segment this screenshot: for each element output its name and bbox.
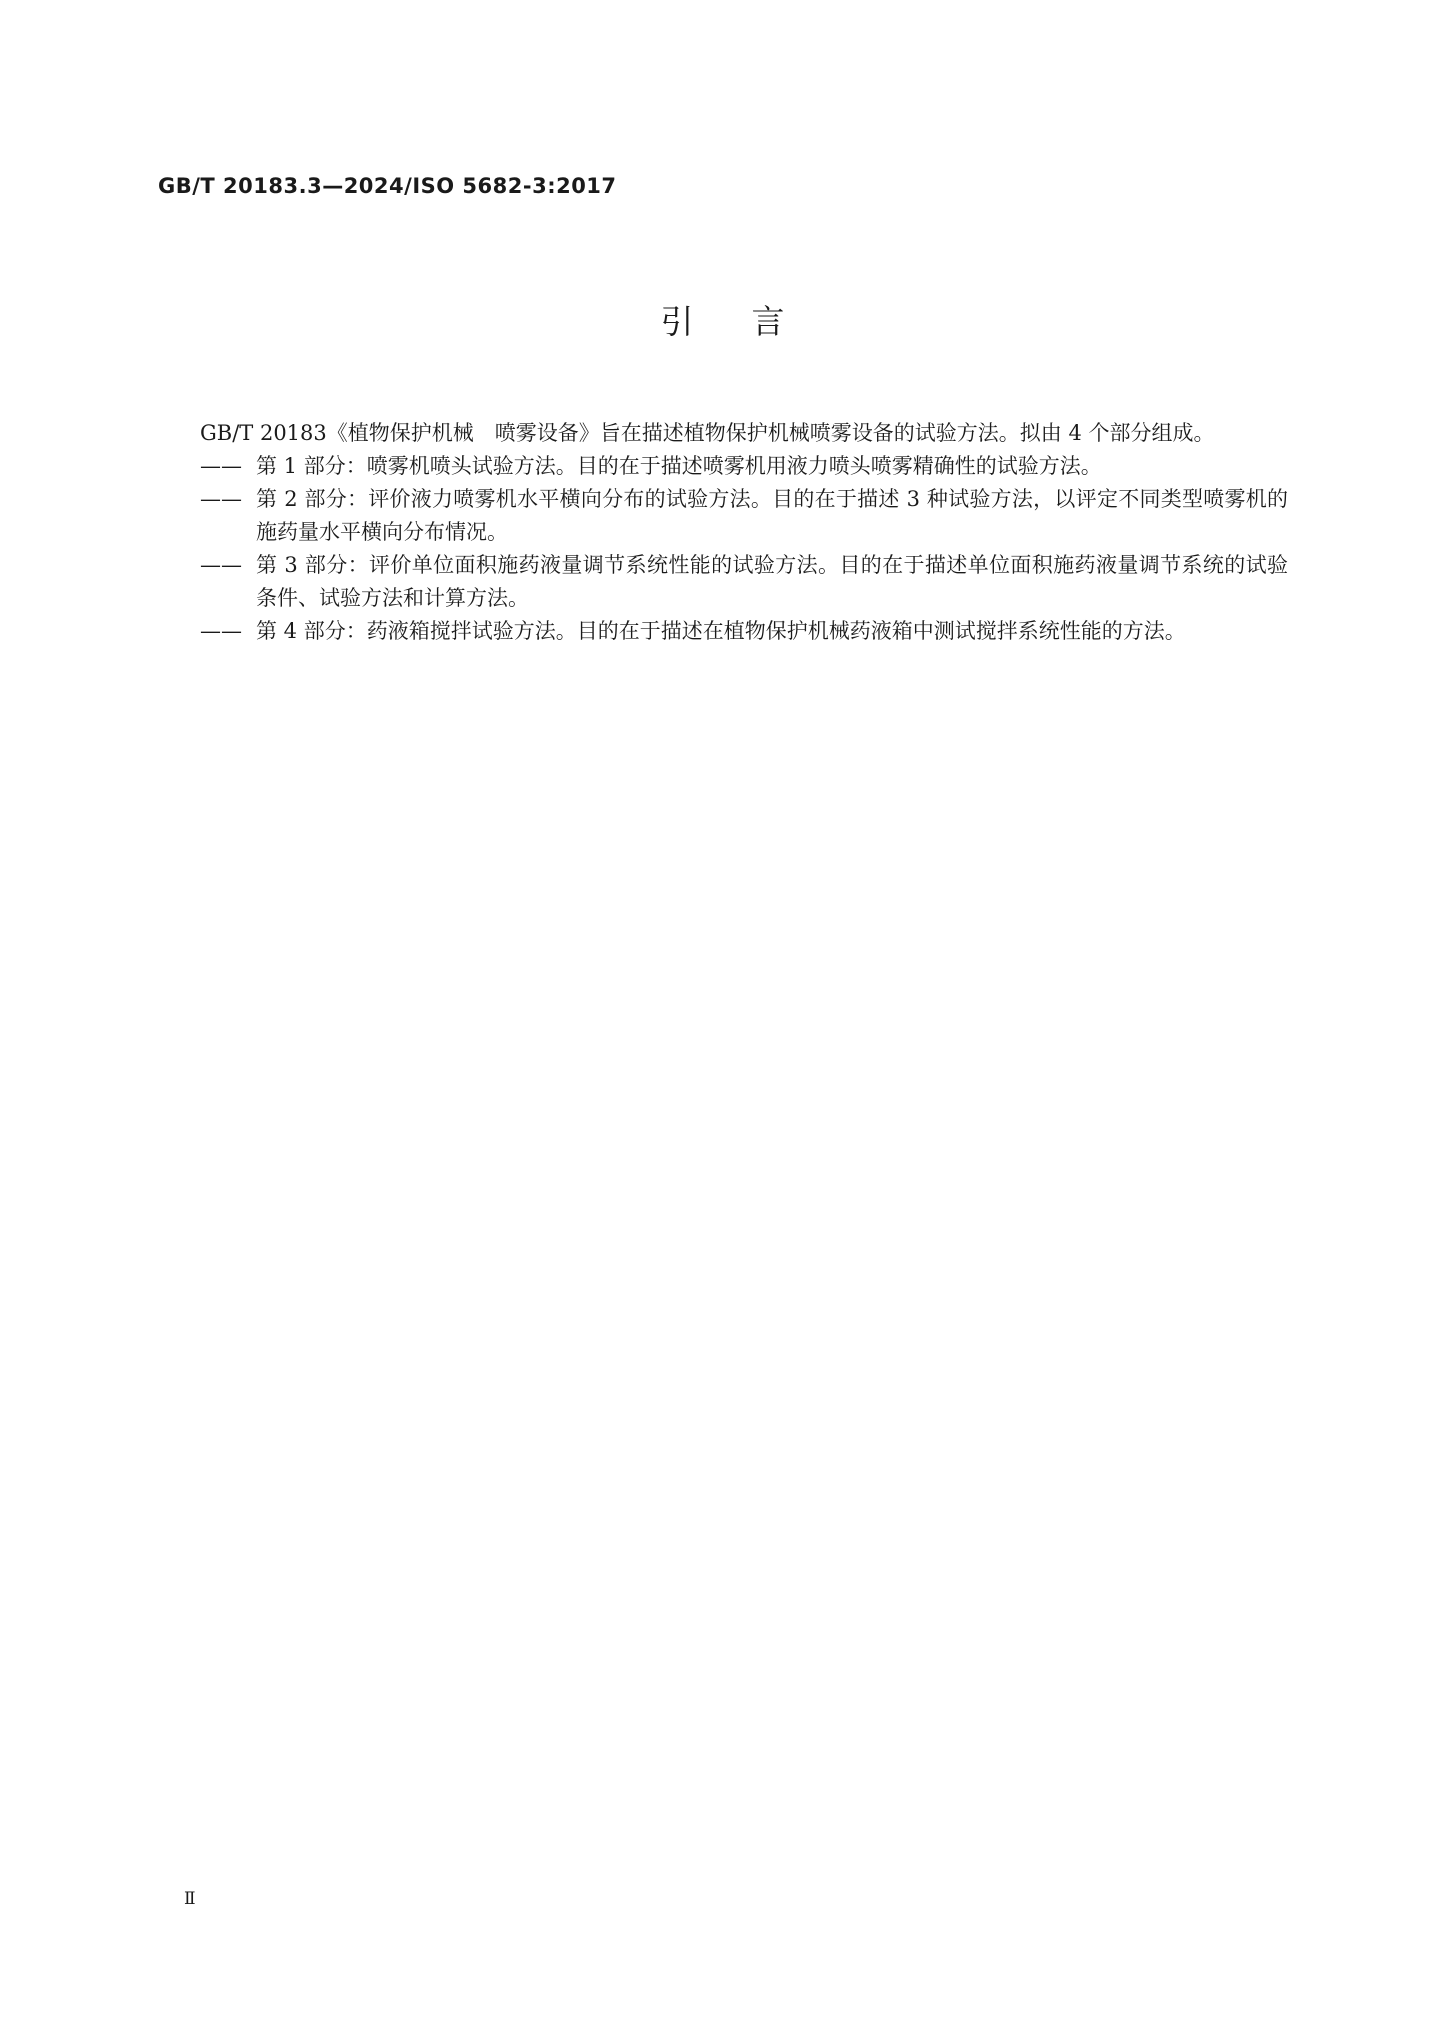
list-item [158,615,1288,648]
list-item [158,450,1288,483]
introduction-body [158,417,1288,648]
list-item [158,483,1288,549]
section-title: 引言 [660,302,843,341]
list-item-text: 第 2 部分：评价液力喷雾机水平横向分布的试验方法。目的在于描述 3 种试验方法，以评定不同类型喷雾机的施药量水平横向分布情况。 [256,487,1288,544]
intro-paragraph: GB/T 20183《植物保护机械 喷雾设备》旨在描述植物保护机械喷雾设备的试验方法。拟由 4 个部分组成。 [200,421,1215,445]
list-dash: —— [200,619,242,643]
list-item-text: 第 1 部分：喷雾机喷头试验方法。目的在于描述喷雾机用液力喷头喷雾精确性的试验方法。 [256,454,1102,478]
list-item-text: 第 3 部分：评价单位面积施药液量调节系统性能的试验方法。目的在于描述单位面积施药液量调节系统的试验条件、试验方法和计算方法。 [256,553,1288,610]
parts-list [158,450,1288,648]
standard-code-header: GB/T 20183.3—2024/ISO 5682-3:2017 [158,174,617,198]
list-item-text: 第 4 部分：药液箱搅拌试验方法。目的在于描述在植物保护机械药液箱中测试搅拌系统性能的方法。 [256,619,1186,643]
list-dash: —— [200,454,242,478]
list-dash: —— [200,553,242,577]
list-dash: —— [200,487,242,511]
page-number: Ⅱ [184,1889,196,1909]
list-item [158,549,1288,615]
